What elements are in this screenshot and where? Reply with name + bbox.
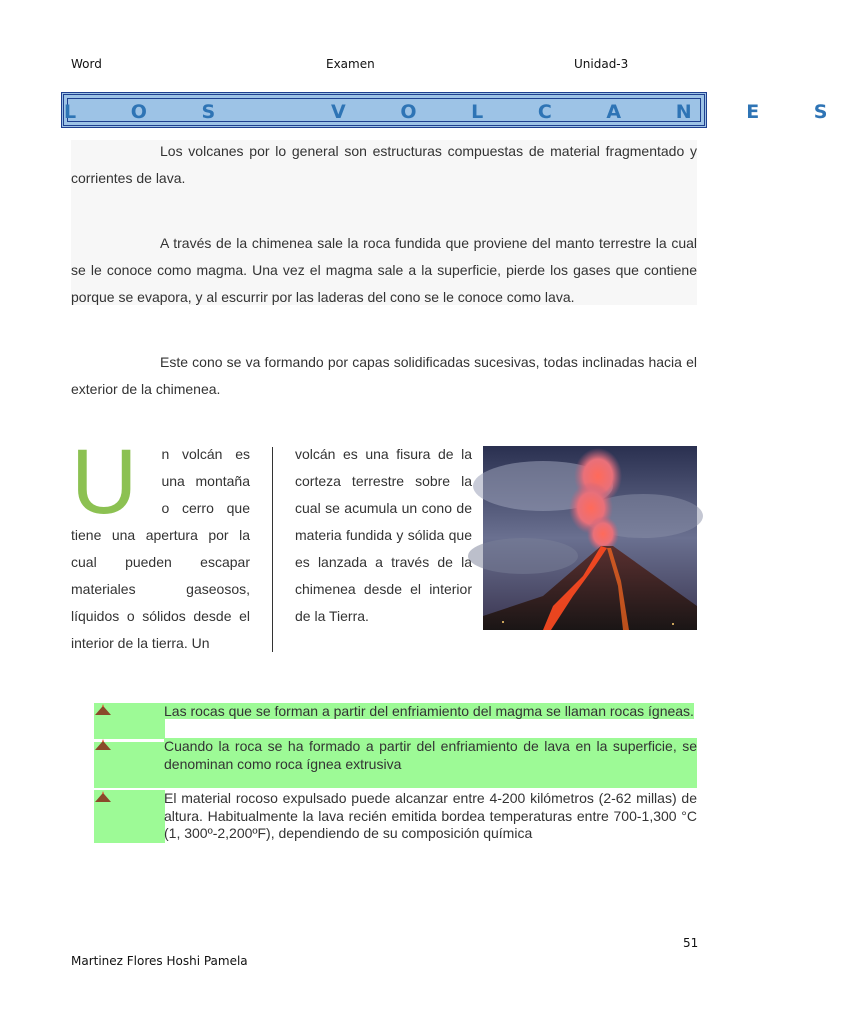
volcano-bullet-icon [94, 738, 112, 752]
drop-cap: U [71, 431, 138, 533]
paragraph-3: Este cono se va formando por capas solidificadas sucesivas, todas inclinadas hacia el exterior de la chimenea. [71, 354, 697, 397]
page-title: L O S V O L C A N E S [64, 101, 852, 123]
column-1-text: n volcán es una montaña o cerro que tiene una apertura por la cual pueden escapar materiales gaseosos, líquidos o sólidos desde el interior de la tierra. Un [71, 446, 250, 651]
list-item [94, 790, 697, 843]
list-item-text: El material rocoso expulsado puede alcanzar entre 4-200 kilómetros (2-62 millas) de altura. Habitualmente la lava recién emitida bordea temperaturas entre 700-1,300 °C (1, 300º-2,200ºF), dependiendo de su composición química [164, 790, 697, 841]
column-1 [71, 431, 250, 657]
header-right: Unidad-3 [574, 57, 629, 71]
volcano-bullet-icon [94, 703, 112, 717]
header-center: Examen [326, 57, 375, 71]
page-number: 51 [683, 936, 699, 950]
column-divider [272, 447, 273, 652]
column-2: volcán es una fisura de la corteza terrestre sobre la cual se acumula un cono de materia fundida y sólida que es lanzada a través de la chimenea desde el interior de la Tierra. [295, 446, 472, 624]
volcano-bullet-icon [94, 790, 112, 804]
list-item [94, 738, 697, 773]
paragraph-2: A través de la chimenea sale la roca fundida que proviene del manto terrestre la cual se le conoce como magma. Una vez el magma sale a la superficie, pierde los gases que contiene porque se evapora, y al escurrir por las laderas del cono se le conoce como lava. [71, 235, 697, 305]
list-item-text: Las rocas que se forman a partir del enfriamiento del magma se llaman rocas ígneas. [164, 703, 694, 719]
paragraph-1: Los volcanes por lo general son estructuras compuestas de material fragmentado y corrientes de lava. [71, 143, 697, 186]
list-item-text: Cuando la roca se ha formado a partir del enfriamiento de lava en la superficie, se denominan como roca ígnea extrusiva [164, 738, 697, 772]
list-item [94, 703, 697, 721]
volcano-image [483, 446, 697, 630]
title-banner [61, 92, 852, 128]
footer-author: Martinez Flores Hoshi Pamela [71, 954, 248, 968]
header-left: Word [71, 57, 102, 71]
